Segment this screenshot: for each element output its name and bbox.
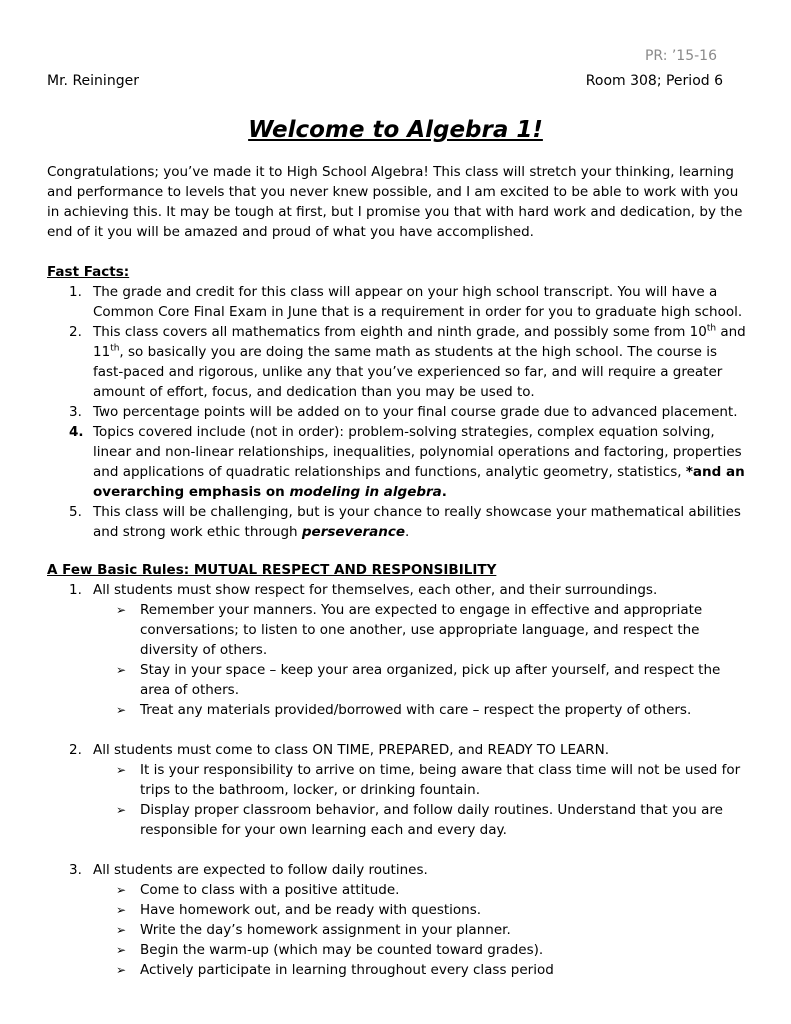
item-number: 1. (69, 284, 82, 300)
item-end: . (441, 484, 447, 500)
arrow-bullet-icon: ➢ (116, 663, 127, 677)
list-item (93, 660, 747, 700)
superscript: th (110, 343, 120, 354)
spacer (47, 720, 747, 740)
rule-text: All students must show respect for themselves, each other, and their surroundings. (93, 582, 658, 598)
bullet-text: Come to class with a positive attitude. (140, 882, 400, 898)
rule-text: All students must come to class ON TIME, PREPARED, and READY TO LEARN. (93, 742, 610, 758)
rule-item-1 (47, 580, 747, 600)
list-item (93, 600, 747, 660)
fast-fact-item-4 (47, 422, 747, 502)
bullet-text: Have homework out, and be ready with questions. (140, 902, 482, 918)
list-item (93, 900, 747, 920)
item-text: This class will be challenging, but is your chance to really showcase your mathematical abilities and strong work ethic through (93, 504, 741, 540)
bullet-text: Display proper classroom behavior, and follow daily routines. Understand that you are responsible for your own learning each and every day. (140, 802, 723, 838)
arrow-bullet-icon: ➢ (116, 703, 127, 717)
fast-fact-item-5 (47, 502, 747, 542)
item-emphasis-italic: modeling in algebra (289, 484, 442, 500)
item-text: Topics covered include (not in order): problem-solving strategies, complex equation solving, linear and non-linear relationships, inequalities, polynomial operations and factoring, properties and applications of quadratic relationships and functions, analytic geometry, statistics, (93, 424, 742, 480)
item-emphasis-italic: perseverance (301, 524, 406, 540)
page-title: Welcome to Algebra 1! (248, 117, 543, 143)
pr-label: PR: ’15-16 (644, 48, 717, 64)
list-item (93, 880, 747, 900)
arrow-bullet-icon: ➢ (116, 943, 127, 957)
bullet-text: Remember your manners. You are expected to engage in effective and appropriate conversations; to listen to one another, use appropriate language, and respect the diversity of others. (140, 602, 703, 658)
bullet-text: Write the day’s homework assignment in your planner. (140, 922, 511, 938)
arrow-bullet-icon: ➢ (116, 803, 127, 817)
bullet-text: Begin the warm-up (which may be counted toward grades). (140, 942, 544, 958)
item-emphasis: *and an overarching emphasis on (93, 464, 745, 500)
item-number: 3. (69, 404, 82, 420)
bullet-text: Stay in your space – keep your area organized, pick up after yourself, and respect the area of others. (140, 662, 721, 698)
teacher-name: Mr. Reininger (47, 73, 139, 89)
spacer (47, 840, 747, 860)
item-text: Two percentage points will be added on to your final course grade due to advanced placement. (93, 404, 738, 420)
item-text: and 11 (93, 324, 746, 360)
list-item (93, 700, 747, 720)
item-text: This class covers all mathematics from eighth and ninth grade, and possibly some from 10 (93, 324, 707, 340)
list-item (93, 760, 747, 800)
document-body (47, 162, 747, 980)
item-text: The grade and credit for this class will appear on your high school transcript. You will have a Common Core Final Exam in June that is a requirement in order for you to graduate high school. (93, 284, 743, 320)
rule-3-bullets (93, 880, 747, 980)
superscript: th (706, 323, 717, 334)
rule-text: All students are expected to follow daily routines. (93, 862, 428, 878)
rule-item-2 (47, 740, 747, 760)
item-number: 1. (69, 582, 82, 598)
list-item (93, 940, 747, 960)
fast-facts-list (47, 282, 747, 542)
rule-2-bullets (93, 760, 747, 840)
rule-item-3 (47, 860, 747, 880)
item-number: 5. (69, 504, 82, 520)
item-number: 4. (69, 424, 84, 440)
arrow-bullet-icon: ➢ (116, 603, 127, 617)
rules-heading: A Few Basic Rules: MUTUAL RESPECT AND RESPONSIBILITY (47, 562, 497, 578)
item-number: 2. (69, 324, 82, 340)
list-item (93, 800, 747, 840)
fast-fact-item-2 (47, 322, 747, 402)
arrow-bullet-icon: ➢ (116, 903, 127, 917)
item-number: 2. (69, 742, 82, 758)
arrow-bullet-icon: ➢ (116, 883, 127, 897)
arrow-bullet-icon: ➢ (116, 763, 127, 777)
intro-paragraph: Congratulations; you’ve made it to High School Algebra! This class will stretch your thinking, learning and performance to levels that you never knew possible, and I am excited to be able to work with you in achieving this. It may be tough at first, but I promise you that with hard work and dedication, by the end of it you will be amazed and proud of what you have accomplished. (47, 164, 743, 240)
item-text: , so basically you are doing the same math as students at the high school. The course is fast-paced and rigorous, unlike any that you’ve experienced so far, and will require a greater amount of effort, focus, and dedication than you may be used to. (93, 344, 723, 400)
list-item (93, 960, 747, 980)
bullet-text: Treat any materials provided/borrowed with care – respect the property of others. (140, 702, 692, 718)
item-number: 3. (69, 862, 82, 878)
list-item (93, 920, 747, 940)
rule-1-bullets (93, 600, 747, 720)
arrow-bullet-icon: ➢ (116, 963, 127, 977)
item-end: . (405, 524, 410, 540)
bullet-text: It is your responsibility to arrive on time, being aware that class time will not be used for trips to the bathroom, locker, or drinking fountain. (140, 762, 741, 798)
bullet-text: Actively participate in learning throughout every class period (140, 962, 554, 978)
fast-facts-heading: Fast Facts: (47, 264, 130, 280)
arrow-bullet-icon: ➢ (116, 923, 127, 937)
room-period: Room 308; Period 6 (585, 73, 723, 89)
fast-fact-item-3 (47, 402, 747, 422)
fast-fact-item-1 (47, 282, 747, 322)
